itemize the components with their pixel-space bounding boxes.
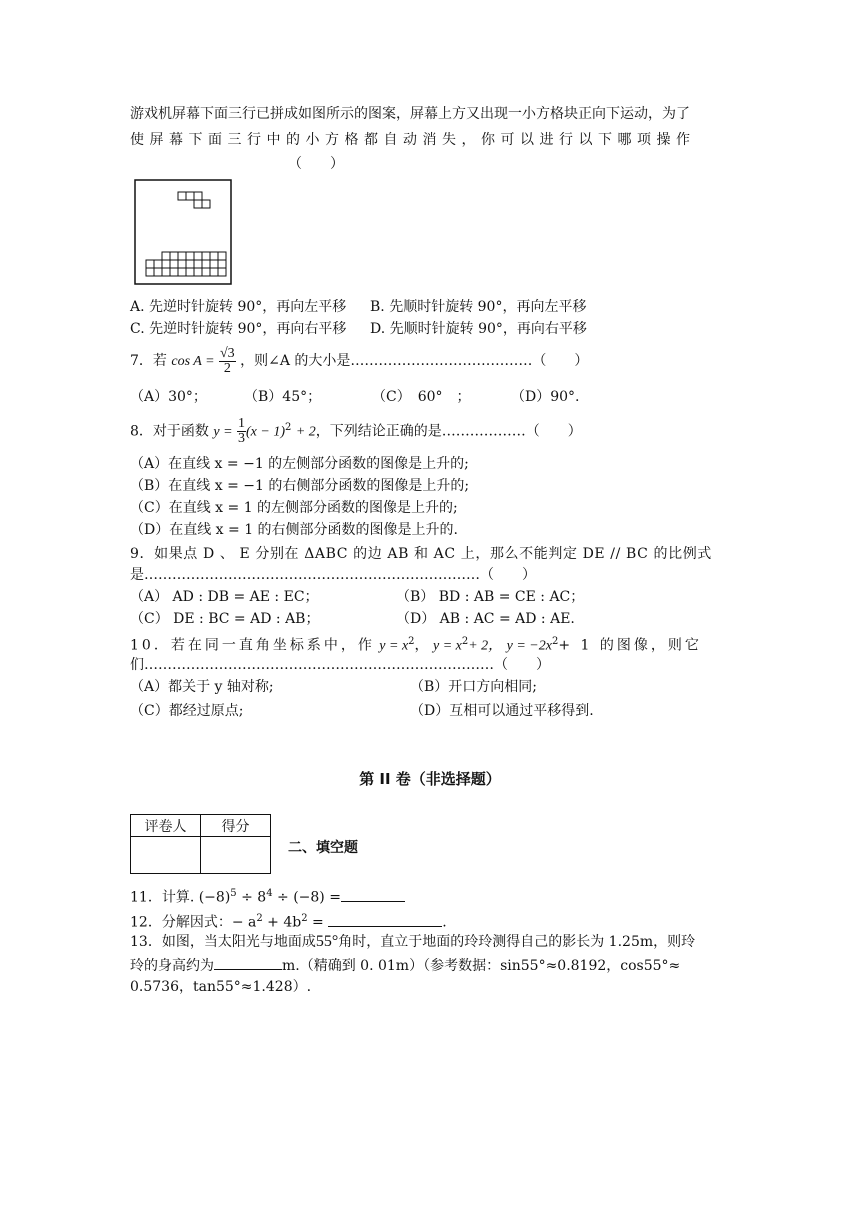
q7-denominator: 2 <box>223 360 231 376</box>
grid-square <box>194 260 202 268</box>
grid-square <box>154 268 162 276</box>
q8-plus: + 2 <box>295 424 316 440</box>
grid-square <box>202 268 210 276</box>
q6-answer-paren: （ ） <box>288 156 344 172</box>
q13-line3: 0.5736，tan55°≈1.428）. <box>130 979 312 995</box>
grader-cell <box>131 837 201 874</box>
q13-line2b: m.（精确到 0. 01m）（参考数据：sin55°≈0.8192，cos55°≈ <box>282 958 681 974</box>
grid-square <box>170 268 178 276</box>
q10-option-d: （D）互相可以通过平移得到. <box>410 703 594 719</box>
tetris-pattern-image <box>134 179 232 285</box>
grid-square <box>194 268 202 276</box>
q10-f2: y = x <box>432 638 462 654</box>
q9-option-c: （C） DE : BC = AD : AB； <box>130 611 320 627</box>
q10-f2-exp: 2 <box>461 636 469 647</box>
grid-square <box>162 268 170 276</box>
q6-stem-line1: 游戏机屏幕下面三行已拼成如图所示的图案，屏幕上方又出现一小方格块正向下运动，为了 <box>130 106 690 122</box>
grid-square <box>170 260 178 268</box>
q12-mid: + 4b <box>262 914 302 931</box>
q11-exp2: 4 <box>266 888 273 899</box>
q12-end: . <box>442 914 447 931</box>
grid-square <box>202 260 210 268</box>
q13-answer-blank[interactable] <box>214 955 282 970</box>
q10-option-c: （C）都经过原点; <box>130 703 244 719</box>
q9-option-b: （B） BD : AB = CE : AC； <box>396 589 585 605</box>
q8-denominator: 3 <box>238 431 245 447</box>
q12-line <box>130 909 447 933</box>
q9-option-d: （D） AB : AC = AD : AE. <box>396 611 575 627</box>
grid-square <box>146 260 154 268</box>
q10-option-b: （B）开口方向相同; <box>410 679 538 695</box>
q10-f2-tail: + 2， <box>468 638 503 654</box>
grid-square <box>162 252 170 260</box>
q8-question: ，下列结论正确的是………………（ ） <box>315 423 582 440</box>
q10-option-a: （A）都关于 y 轴对称; <box>130 679 274 695</box>
q8-option-d: （D）在直线 x = 1 的右侧部分函数的图像是上升的. <box>130 522 459 538</box>
q9-option-a: （A） AD : DB = AE : EC； <box>130 589 319 605</box>
q13-angle: 55° <box>315 933 339 950</box>
q9-stem-line1: 9．如果点 D 、 E 分别在 ΔABC 的边 AB 和 AC 上，那么不能判定 DE // BC 的比例式 <box>130 546 712 562</box>
q10-intro: 10．若在同一直角坐标系中，作 <box>130 637 375 654</box>
q7-question: ，则∠A 的大小是…………………………………（ ） <box>240 353 589 369</box>
grid-square <box>210 268 218 276</box>
q13-line1a: 13．如图，当太阳光与地面成 <box>130 934 316 950</box>
grid-square <box>178 268 186 276</box>
q8-y: y = <box>213 424 233 440</box>
q6-stem-line2: 使屏幕下面三行中的小方格都自动消失，你可以进行以下哪项操作 <box>130 132 696 148</box>
q8-option-b: （B）在直线 x = −1 的右侧部分函数的图像是上升的; <box>130 478 470 494</box>
q10-f3-tail: + 1 的图像，则它 <box>558 637 702 654</box>
q8-option-c: （C）在直线 x = 1 的左侧部分函数的图像是上升的; <box>130 500 458 516</box>
q7-cos: cos A = <box>171 354 215 369</box>
q11-line <box>130 884 405 908</box>
game-screen-figure <box>134 179 232 285</box>
grid-square <box>146 268 154 276</box>
part2-title: 第 II 卷（非选择题） <box>359 770 501 788</box>
score-table <box>130 814 271 874</box>
q8-expression: (x − 1) <box>246 424 285 440</box>
q7-prefix: 7．若 <box>130 353 167 369</box>
grid-square <box>178 252 186 260</box>
q8-fraction <box>237 417 246 446</box>
q10-stem-line2: 们…………………………………………………………………（ ） <box>130 657 550 673</box>
q7-option-b: （B）45°； <box>244 389 322 405</box>
q8-numerator: 1 <box>238 416 245 432</box>
grid-square <box>210 260 218 268</box>
grid-square <box>218 268 226 276</box>
q8-option-a: （A）在直线 x = −1 的左侧部分函数的图像是上升的; <box>130 456 469 472</box>
q13-line2 <box>130 955 680 976</box>
q10-f3-exp: 2 <box>551 636 559 647</box>
q10-f1-exp: 2 <box>408 636 415 647</box>
grid-square <box>186 268 194 276</box>
q9-stem-line2: 是………………………………………………………………（ ） <box>130 567 536 583</box>
q10-f3: y = −2x <box>506 638 552 654</box>
q6-option-b: B. 先顺时针旋转 90°，再向左平移 <box>370 299 587 315</box>
grid-square <box>218 252 226 260</box>
grid-square <box>178 260 186 268</box>
q8-prefix: 8．对于函数 <box>130 423 209 440</box>
q7-fraction <box>219 347 236 376</box>
grader-header: 评卷人 <box>131 815 201 837</box>
q11-answer-blank[interactable] <box>341 887 405 902</box>
q8-exponent: 2 <box>285 422 292 433</box>
q13-line2a: 玲的身高约为 <box>130 958 214 974</box>
grid-square <box>170 252 178 260</box>
q7-numerator: √3 <box>219 345 235 361</box>
q10-f1: y = x <box>379 638 409 654</box>
q11-tail: ÷ (−8) = <box>272 889 341 906</box>
grid-square <box>162 260 170 268</box>
grid-square <box>202 252 210 260</box>
grid-square <box>210 252 218 260</box>
q12-text: 12．分解因式：− a <box>130 914 257 931</box>
section-fill-blank: 二、填空题 <box>288 840 358 856</box>
q7-option-a: （A）30°； <box>130 389 207 405</box>
q7-option-c: （C） 60° ； <box>372 389 471 405</box>
q12-exp2: 2 <box>301 913 308 924</box>
q13-line1b: 角时，直立于地面的玲玲测得自己的影长为 1.25m，则玲 <box>338 934 696 950</box>
q7-option-d: （D）90°. <box>511 389 580 405</box>
score-cell <box>201 837 271 874</box>
q6-option-c: C. 先逆时针旋转 90°，再向右平移 <box>130 321 347 337</box>
q6-option-a: A. 先逆时针旋转 90°，再向左平移 <box>130 299 347 315</box>
q8-stem <box>130 412 582 449</box>
grid-square <box>186 260 194 268</box>
q12-answer-blank[interactable] <box>328 912 442 927</box>
q6-option-d: D. 先顺时针旋转 90°，再向右平移 <box>370 321 587 337</box>
q11-mid: ÷ 8 <box>236 889 267 906</box>
q13-line1 <box>130 932 695 952</box>
q11-exp1: 5 <box>230 888 237 899</box>
grid-square <box>154 260 162 268</box>
q12-exp1: 2 <box>256 913 263 924</box>
q10-stem-line1: 10．若在同一直角坐标系中，作 $y = x^2$， $y = x^2+ 2$， $y = -2x^2+ 1$ 的图像，则它 <box>130 636 702 654</box>
grid-square <box>186 252 194 260</box>
q7-stem <box>130 345 588 378</box>
grid-square <box>194 252 202 260</box>
q11-text: 11．计算. (−8) <box>130 889 231 906</box>
grid-square <box>218 260 226 268</box>
score-header: 得分 <box>201 815 271 837</box>
q12-tail: = <box>307 914 324 931</box>
